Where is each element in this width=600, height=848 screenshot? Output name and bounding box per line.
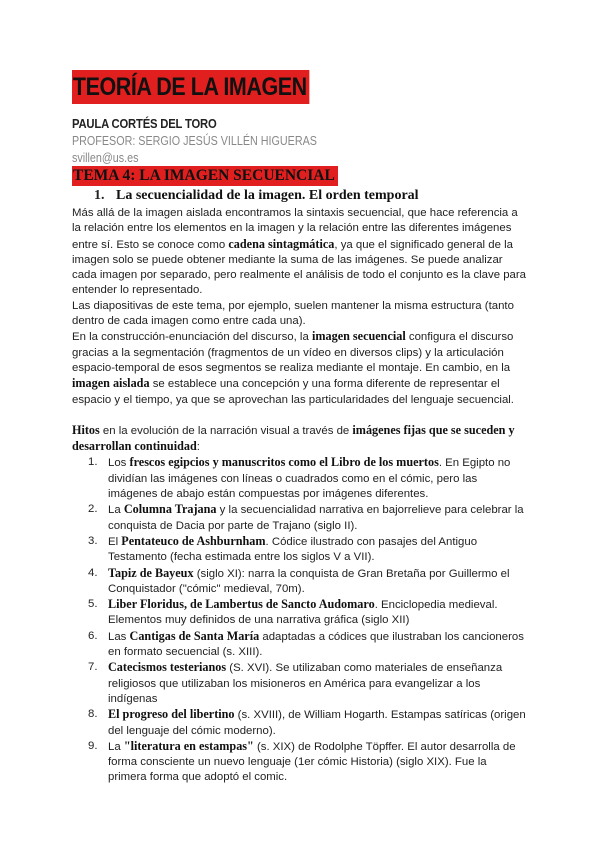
- paragraph-1: [72, 206, 528, 299]
- paragraph-3: [72, 329, 528, 407]
- list-item: [72, 660, 528, 707]
- section-number: 1.: [94, 188, 105, 203]
- item-number: 2.: [88, 503, 98, 516]
- text-run: Las: [108, 630, 130, 643]
- item-number: 7.: [88, 661, 98, 674]
- tema-block: [72, 166, 338, 186]
- item-number: 3.: [88, 534, 98, 547]
- item-number: 6.: [88, 629, 98, 642]
- list-item: [72, 707, 528, 739]
- bold-term: Pentateuco de Ashburnham: [121, 533, 266, 548]
- section-title: La secuencialidad de la imagen. El orden temporal: [116, 188, 419, 203]
- text-run: . En Egipto no dividían las imágenes con líneas o cuadrados como en el cómic, pero las imágenes de abajo están compuestas por imágenes diferentes.: [108, 457, 511, 501]
- text-run: . Códice ilustrado con pasajes del Antiguo Testamento (fecha estimada entre los siglos V a VII).: [108, 535, 478, 564]
- list-item: [72, 629, 528, 661]
- text-run: en la evolución de la narración visual a través de: [99, 424, 353, 437]
- text-run: (S. XVI). Se utilizaban como materiales de enseñanza religiosos que utilizaban los misioneros en América para evangelizar a los indígenas: [108, 662, 503, 705]
- bold-term: "literatura en estampas": [123, 738, 254, 753]
- document-title: TEORÍA DE LA IMAGEN: [72, 70, 309, 104]
- hitos-list: [72, 455, 528, 785]
- list-item: [72, 502, 528, 534]
- text-run: (s. XVIII), de William Hogarth. Estampas satíricas (origen del lenguaje del cómic moderno).: [108, 709, 526, 737]
- bold-term: El progreso del libertino: [108, 707, 235, 722]
- bold-term: Liber Floridus, de Lambertus de Sancto Audomaro: [108, 597, 375, 612]
- list-item: [72, 597, 528, 629]
- author-name: PAULA CORTÉS DEL TORO: [72, 117, 217, 131]
- tema-heading: TEMA 4: LA IMAGEN SECUENCIAL: [72, 166, 338, 186]
- item-number: 9.: [88, 739, 98, 752]
- bold-term: imagen aislada: [72, 376, 150, 391]
- text-run: y la secuencialidad narrativa en bajorrelieve para celebrar la conquista de Dacia por parte de Trajano (siglo II).: [108, 504, 524, 532]
- text-run: , ya que el significado general de la imagen solo se puede obtener mediante la suma de las imágenes. Se puede analizar cada imagen por separado, pero realmente el análisis de todo el conjunto es la clave para entender lo representado.: [72, 238, 527, 297]
- bold-term: cadena sintagmática: [228, 236, 335, 251]
- bold-term: Hitos: [72, 422, 100, 437]
- paragraph-2: Las diapositivas de este tema, por ejemplo, suelen mantener la misma estructura (tanto dentro de cada imagen como entre cada una).: [72, 299, 514, 328]
- bold-term: Cantigas de Santa María: [129, 628, 260, 643]
- text-run: (siglo XI): narra la conquista de Gran Bretaña por Guillermo el Conquistador ("cómic" medieval, 70m).: [108, 567, 510, 595]
- text-run: La: [108, 504, 124, 517]
- item-number: 5.: [88, 598, 98, 611]
- title-block: [72, 70, 348, 104]
- bold-term: Columna Trajana: [123, 502, 217, 517]
- list-item: [72, 566, 528, 598]
- item-number: 1.: [88, 456, 98, 469]
- text-run: se establece una concepción y una forma diferente de representar el espacio y el tiempo, ya que se aprovechan las particularidades del lenguaje secuencial.: [72, 378, 514, 406]
- item-number: 4.: [88, 566, 98, 579]
- text-run: :: [196, 441, 200, 454]
- bold-term: Tapiz de Bayeux: [108, 565, 194, 580]
- text-run: En la construcción-enunciación del discurso, la: [72, 331, 312, 344]
- text-run: (s. XIX) de Rodolphe Töpffer. El autor desarrolla de forma consciente un nuevo lenguaje (1er cómic Historia) (siglo XIX). Fue la primera forma que adoptó el comic.: [108, 740, 516, 784]
- hitos-intro: [72, 423, 528, 456]
- professor-email: svillen@us.es: [72, 151, 139, 165]
- text-run: La: [108, 740, 124, 753]
- bold-term: frescos egipcios y manuscritos como el Libro de los muertos: [129, 455, 439, 470]
- list-item: [72, 739, 528, 786]
- text-run: configura el discurso gracias a la segmentación (fragmentos de un vídeo en diversos clips) y la articulación espacio-temporal de esos segmentos se realiza mediante el montaje. En cambio, en la: [72, 331, 514, 374]
- list-item: [72, 455, 528, 502]
- professor-line: PROFESOR: SERGIO JESÚS VILLÉN HIGUERAS: [72, 134, 317, 148]
- list-item: [72, 534, 528, 566]
- text-run: . Enciclopedia medieval. Elementos muy definidos de una narrativa gráfica (siglo XII): [108, 599, 498, 627]
- text-run: Los: [108, 457, 130, 470]
- text-run: adaptadas a códices que ilustraban los cancioneros en formato secuencial (s. XIII).: [108, 630, 524, 659]
- bold-term: imágenes fijas que se suceden y desarrollan continuidad: [72, 422, 515, 454]
- bold-term: Catecismos testerianos: [108, 660, 227, 675]
- document-body: [72, 206, 528, 786]
- bold-term: imagen secuencial: [311, 329, 406, 344]
- spacer: [72, 408, 528, 423]
- item-number: 8.: [88, 708, 98, 721]
- text-run: Más allá de la imagen aislada encontramos la sintaxis secuencial, que hace referencia a la relación entre los elementos en la imagen y la relación entre las diferentes imágenes entre sí. Esto se conoce como: [72, 207, 518, 251]
- text-run: El: [108, 535, 122, 548]
